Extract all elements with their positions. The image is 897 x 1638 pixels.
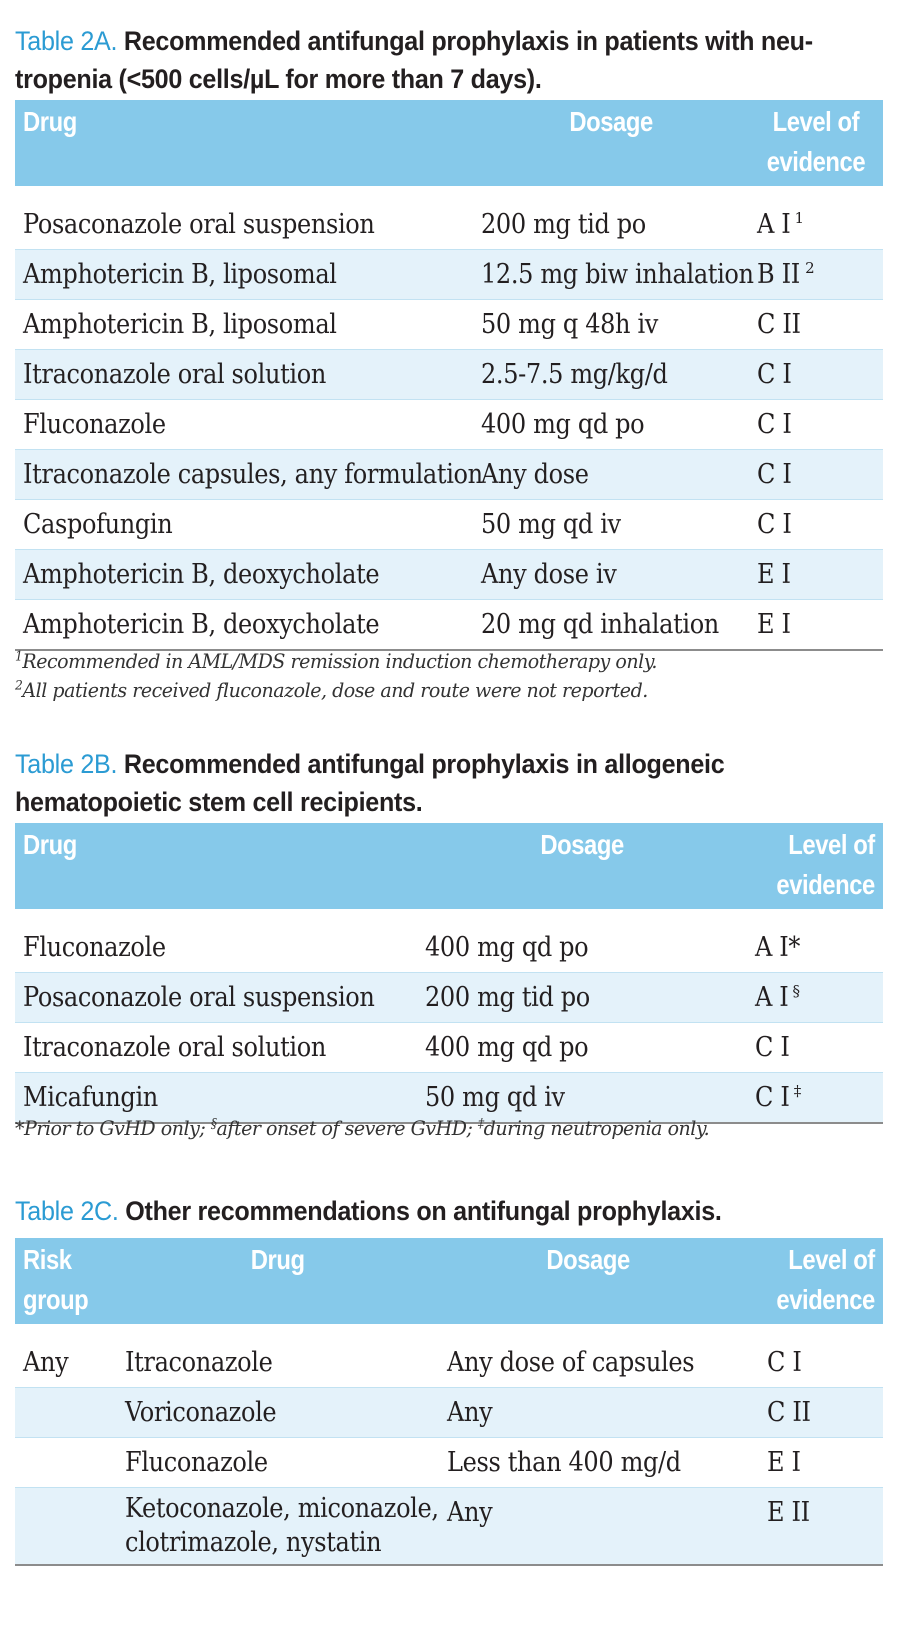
cell-dosage: 50 mg qd iv xyxy=(481,509,621,540)
cell-risk-group: Any xyxy=(23,1347,69,1378)
cell-drug: Fluconazole xyxy=(125,1447,268,1478)
table-row xyxy=(15,1023,883,1073)
table-2a-title-line1: Recommended antifungal prophylaxis in patients with neu- xyxy=(123,26,813,56)
table-2b-title-line1: Recommended antifungal prophylaxis in allogeneic xyxy=(123,749,725,779)
cell-level: C I xyxy=(757,359,792,390)
cell-drug: Posaconazole oral suspension xyxy=(23,209,375,240)
table-2a-footnotes xyxy=(15,647,657,705)
table-2b xyxy=(15,823,883,1124)
cell-level: B II $^2$ xyxy=(757,259,815,290)
table-2c-header-row xyxy=(15,1238,883,1324)
table-2a-caption xyxy=(15,22,822,98)
header-drug: Drug xyxy=(23,829,77,860)
cell-dosage: Any dose of capsules xyxy=(447,1347,695,1378)
cell-level: E I xyxy=(767,1447,801,1478)
cell-dosage: 400 mg qd po xyxy=(425,1032,589,1063)
table-row xyxy=(15,300,883,350)
header-drug: Drug xyxy=(251,1244,305,1275)
cell-dosage: Any dose xyxy=(481,459,589,490)
table-2b-label: Table 2B. xyxy=(15,749,118,779)
cell-level: C I xyxy=(757,409,792,440)
cell-level: C II xyxy=(757,309,801,340)
cell-dosage: Any xyxy=(447,1497,493,1528)
cell-dosage: 200 mg tid po xyxy=(425,982,590,1013)
cell-level: C II xyxy=(767,1397,811,1428)
cell-drug: Micafungin xyxy=(23,1082,158,1113)
table-row xyxy=(15,1438,883,1488)
table-row xyxy=(15,186,883,250)
table-row xyxy=(15,1388,883,1438)
cell-dosage: 2.5-7.5 mg/kg/d xyxy=(481,359,668,390)
cell-level: C I xyxy=(767,1347,802,1378)
cell-drug: Amphotericin B, liposomal xyxy=(23,309,337,340)
cell-drug: Ketoconazole, miconazole, clotrimazole, nystatin xyxy=(125,1493,439,1558)
table-2c-title: Other recommendations on antifungal prophylaxis. xyxy=(125,1196,722,1226)
cell-drug: Voriconazole xyxy=(125,1397,277,1428)
table-row xyxy=(15,250,883,300)
table-2a-header-row xyxy=(15,100,883,186)
cell-risk-group xyxy=(15,1388,117,1438)
cell-drug: Itraconazole oral solution xyxy=(23,1032,326,1063)
cell-level: E II xyxy=(767,1497,810,1528)
table-2a-label: Table 2A. xyxy=(15,26,118,56)
cell-dosage: 12.5 mg biw inhalation xyxy=(481,259,754,290)
table-2c-label: Table 2C. xyxy=(15,1196,119,1226)
cell-dosage: 50 mg q 48h iv xyxy=(481,309,659,340)
header-dosage: Dosage xyxy=(540,829,624,860)
table-2b-title-line2: hematopoietic stem cell recipients. xyxy=(15,787,423,817)
cell-level: A I § xyxy=(755,982,800,1013)
table-row xyxy=(15,1324,883,1388)
level-footnote-mark: ‡ xyxy=(793,1082,801,1100)
cell-level: C I xyxy=(757,459,792,490)
cell-drug: Fluconazole xyxy=(23,409,166,440)
table-row xyxy=(15,909,883,973)
footnote-2: $^2$All patients received fluconazole, dose and route were not reported. xyxy=(15,678,648,702)
cell-risk-group xyxy=(15,1488,117,1566)
table-2b-footnote: *Prior to GvHD only; §after onset of severe GvHD; ‡during neutropenia only. xyxy=(15,1116,710,1140)
cell-drug: Caspofungin xyxy=(23,509,173,540)
table-row xyxy=(15,400,883,450)
cell-dosage: Any dose iv xyxy=(481,559,617,590)
cell-dosage: 20 mg qd inhalation xyxy=(481,609,719,640)
table-2a xyxy=(15,100,883,651)
header-dosage: Dosage xyxy=(569,106,653,137)
level-footnote-mark: 1 xyxy=(794,209,804,227)
table-2b-caption xyxy=(15,745,822,821)
table-row xyxy=(15,973,883,1023)
table-2c-caption xyxy=(15,1192,822,1230)
cell-dosage: Any xyxy=(447,1397,493,1428)
cell-risk-group xyxy=(15,1438,117,1488)
cell-drug: Amphotericin B, liposomal xyxy=(23,259,337,290)
table-row xyxy=(15,450,883,500)
table-2b-header-row xyxy=(15,823,883,909)
cell-drug: Amphotericin B, deoxycholate xyxy=(23,609,380,640)
cell-dosage: 50 mg qd iv xyxy=(425,1082,565,1113)
header-drug: Drug xyxy=(23,106,77,137)
cell-drug: Itraconazole oral solution xyxy=(23,359,326,390)
header-dosage: Dosage xyxy=(546,1244,630,1275)
table-row xyxy=(15,550,883,600)
table-row xyxy=(15,350,883,400)
cell-level: C I xyxy=(755,1032,790,1063)
cell-level: C I ‡ xyxy=(755,1082,801,1113)
cell-dosage: 200 mg tid po xyxy=(481,209,646,240)
cell-drug: Itraconazole capsules, any formulation xyxy=(23,459,483,490)
header-risk-group: Risk group xyxy=(23,1244,89,1315)
header-level-of-evidence: Level of evidence xyxy=(776,829,875,900)
cell-dosage: 400 mg qd po xyxy=(481,409,645,440)
cell-drug: Fluconazole xyxy=(23,932,166,963)
cell-drug: Itraconazole xyxy=(125,1347,273,1378)
cell-level: C I xyxy=(757,509,792,540)
header-level-of-evidence: Level of evidence xyxy=(776,1244,875,1315)
footnote-1: $^1$Recommended in AML/MDS remission induction chemotherapy only. xyxy=(15,649,658,673)
level-footnote-mark: 2 xyxy=(805,259,815,277)
table-row xyxy=(15,600,883,651)
cell-level: E I xyxy=(757,559,791,590)
cell-drug: Posaconazole oral suspension xyxy=(23,982,375,1013)
cell-level: A I $^1$ xyxy=(757,209,804,240)
cell-drug: Amphotericin B, deoxycholate xyxy=(23,559,380,590)
cell-level: E I xyxy=(757,609,791,640)
header-level-of-evidence: Level of evidence xyxy=(766,106,866,177)
cell-dosage: 400 mg qd po xyxy=(425,932,589,963)
table-row xyxy=(15,500,883,550)
level-footnote-mark: § xyxy=(792,982,800,1000)
cell-dosage: Less than 400 mg/d xyxy=(447,1447,681,1478)
table-2c xyxy=(15,1238,883,1566)
table-2a-title-line2: tropenia (<500 cells/µL for more than 7 days). xyxy=(15,64,542,94)
table-row xyxy=(15,1488,883,1566)
cell-level: A I* xyxy=(755,932,801,963)
